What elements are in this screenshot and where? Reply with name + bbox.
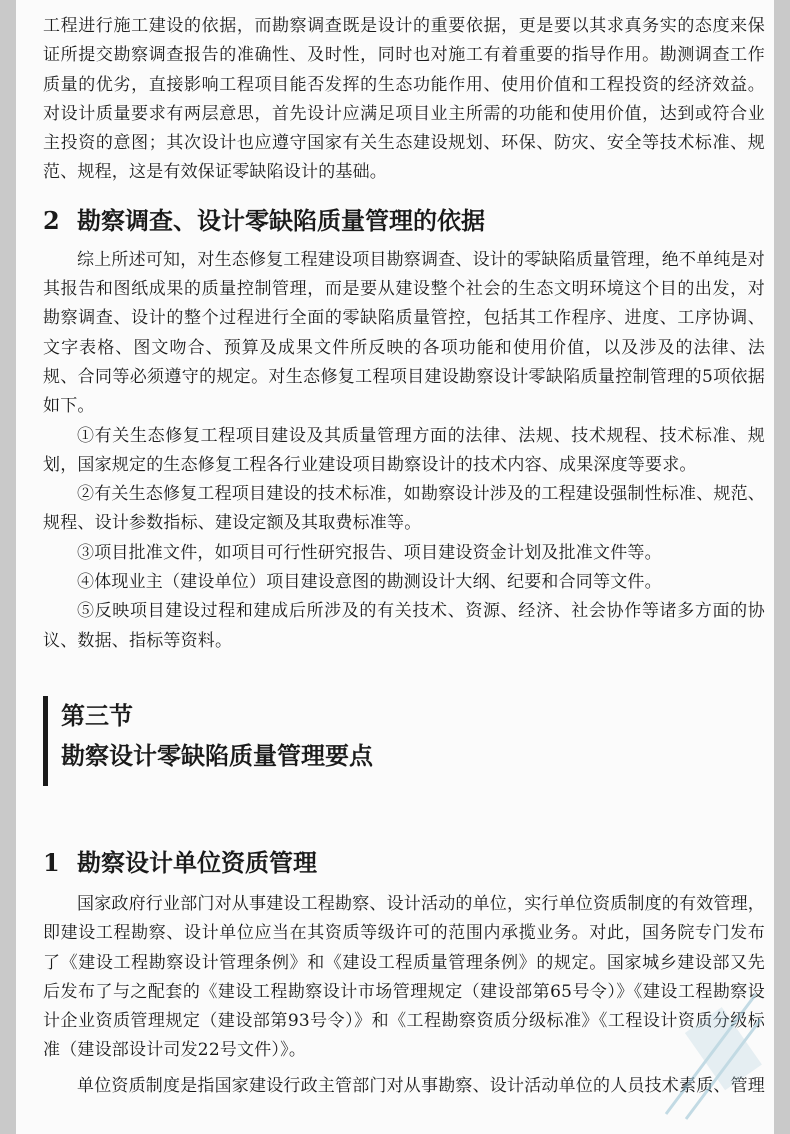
section-title: 勘察设计零缺陷质量管理要点 [61,741,373,770]
list-item: ④体现业主（建设单位）项目建设意图的勘测设计大纲、纪要和合同等文件。 [77,572,662,593]
list-item: ①有关生态修复工程项目建设及其质量管理方面的法律、法规、技术规程、技术标准、规划，国家规定的生态修复工程各行业建设项目勘察设计的技术内容、成果深度等要求。 [43,425,765,475]
intro-paragraph: 工程进行施工建设的依据，而勘察调查既是设计的重要依据，更是要以其求真务实的态度来保证所提交勘察调查报告的准确性、及时性，同时也对施工有着重要的指导作用。勘测调查工作质量的优劣，直接影响工程项目能否发挥的生态功能作用、使用价值和工程投资的经济效益。对设计质量要求有两层意思，首先设计应满足项目业主所需的功能和使用价值，达到或符合业主投资的意图；其次设计也应遵守国家有关生态建设规划、环保、防灾、安全等技术标准、规范、规程，这是有效保证零缺陷设计的基础。 [43,16,765,183]
section-heading-1 [43,848,765,878]
heading-number: 1 [43,847,60,877]
list-item: ⑤反映项目建设过程和建成后所涉及的有关技术、资源、经济、社会协作等诸多方面的协议、数据、指标等资料。 [43,601,765,651]
list-item: ③项目批准文件，如项目可行性研究报告、项目建设资金计划及批准文件等。 [77,542,662,563]
body-paragraph: 综上所述可知，对生态修复工程建设项目勘察调查、设计的零缺陷质量管理，绝不单纯是对其报告和图纸成果的质量控制管理，而是要从建设整个社会的生态文明环境这个目的出发，对勘察调查、设计的整个过程进行全面的零缺陷质量管控，包括其工作程序、进度、工序协调、文字表格、图文吻合、预算及成果文件所反映的各项功能和使用价值，以及涉及的法律、法规、合同等必须遵守的规定。对生态修复工程项目建设勘察设计零缺陷质量控制管理的5项依据如下。 [43,249,765,417]
heading-number: 2 [43,205,60,235]
heading-title: 勘察设计单位资质管理 [77,847,317,877]
section-block [43,696,765,786]
document-page [16,0,774,1134]
document-content [43,12,765,1101]
heading-title: 勘察调查、设计零缺陷质量管理的依据 [77,205,485,235]
watermark-stamp [646,974,766,1124]
section-label: 第三节 [61,701,133,730]
body-paragraph: 国家政府行业部门对从事建设工程勘察、设计活动的单位，实行单位资质制度的有效管理，即建设工程勘察、设计单位应当在其资质等级许可的范围内承揽业务。对此，国务院专门发布了《建设工程勘察设计管理条例》和《建设工程质量管理条例》的规定。国家城乡建设部又先后发布了与之配套的《建设工程勘察设计市场管理规定（建设部第65号令）》《建设工程勘察设计企业资质管理规定（建设部第93号令）》和《工程勘察资质分级标准》《工程设计资质分级标准（建设部设计司发22号文件）》。 [43,893,765,1061]
body-paragraph: 单位资质制度是指国家建设行政主管部门对从事勘察、设计活动单位的人员技术素质、管理 [77,1075,765,1096]
section-bar [43,696,48,786]
list-item: ②有关生态修复工程项目建设的技术标准，如勘察设计涉及的工程建设强制性标准、规范、规程、设计参数指标、建设定额及其取费标准等。 [43,484,765,534]
section-heading-2 [43,206,765,236]
